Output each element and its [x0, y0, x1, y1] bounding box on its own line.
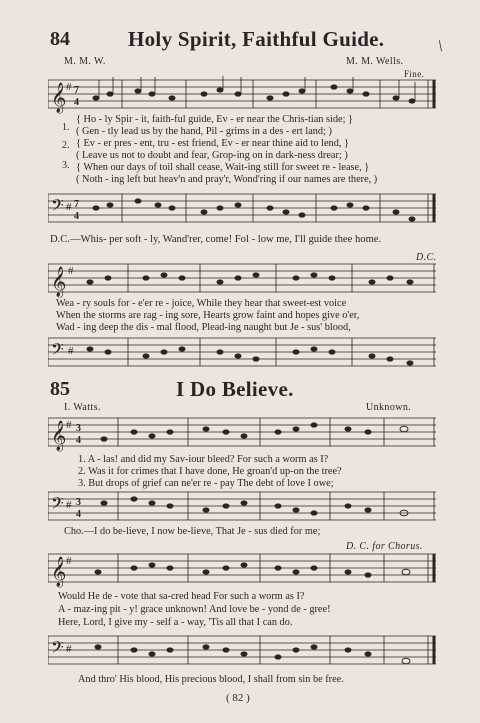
- music-staff-icon: [48, 414, 440, 454]
- svg-text:𝄞: 𝄞: [51, 267, 67, 296]
- hymn-84-dc-mark: D.C.: [416, 252, 437, 263]
- hymn-85-title: I Do Believe.: [176, 377, 294, 401]
- hymn-85-words-credit: I. Watts.: [64, 402, 101, 413]
- staff-84-2-bass: [48, 334, 440, 374]
- staff-85-1-treble: [48, 414, 440, 454]
- svg-text:#: #: [66, 419, 72, 431]
- staff-84-2-treble: [48, 260, 440, 300]
- svg-text:3: 3: [76, 497, 81, 508]
- staff-85-2-treble: [48, 550, 440, 590]
- staff-84-1-bass: [48, 190, 440, 230]
- music-staff-icon: [48, 632, 440, 672]
- svg-text:𝄞: 𝄞: [51, 557, 67, 586]
- music-staff-icon: [48, 76, 440, 116]
- staff-85-1-bass: [48, 488, 440, 528]
- verse-number-3: 3.: [62, 160, 70, 171]
- hymn-85-music-credit: Unknown.: [366, 402, 412, 413]
- verse-number-1: 1.: [62, 122, 70, 133]
- hymn-84-verse-line: { Ev - er pres - ent, tru - est friend, Ev - er near thine aid to lend, }: [76, 138, 349, 149]
- staff-85-2-bass: [48, 632, 440, 672]
- svg-text:#: #: [66, 555, 72, 567]
- hymn-84-fine-mark: Fine.: [404, 69, 425, 79]
- hymn-85-verse-line: A - maz-ing pit - y! grace unknown! And love be - yond de - gree!: [58, 604, 331, 615]
- hymn-84-verse-line: ( Gen - tly lead us by the hand, Pil - grims in a des - ert land; ): [76, 126, 332, 137]
- svg-text:#: #: [68, 265, 74, 277]
- page-number: ( 82 ): [226, 692, 250, 704]
- hymn-85-final-line: And thro' His blood, His precious blood, I shall from sin be free.: [78, 674, 344, 685]
- hymn-84-verse-line: { When our days of toil shall cease, Wait-ing still for sweet re - lease, }: [76, 162, 370, 173]
- hymn-84-verse-line: { Ho - ly Spir - it, faith-ful guide, Ev - er near the Chris-tian side; }: [76, 114, 353, 125]
- corner-mark: \: [436, 37, 444, 56]
- hymn-84-refrain-line: Wad - ing deep the dis - mal flood, Plead-ing naught but Je - sus' blood,: [56, 322, 351, 333]
- svg-text:4: 4: [76, 435, 81, 446]
- hymn-85-verse-line: 1. A - las! and did my Sav-iour bleed? For such a worm as I?: [78, 454, 329, 465]
- svg-text:#: #: [68, 345, 74, 357]
- svg-text:𝄞: 𝄞: [51, 421, 67, 450]
- hymn-84-refrain-line: Wea - ry souls for - e'er re - joice, While they hear that sweet-est voice: [56, 298, 347, 309]
- hymn-84-music-credit: M. M. Wells.: [346, 56, 404, 67]
- hymn-85-verse-line: 2. Was it for crimes that I have done, He groan'd up-on the tree?: [78, 466, 342, 477]
- svg-text:#: #: [66, 201, 72, 213]
- hymn-84-verse-line: ( Noth - ing left but heav'n and pray'r, Wond'ring if our names are there, ): [76, 174, 378, 185]
- hymn-84-number: 84: [50, 28, 70, 50]
- hymn-85-chorus-line: Cho.—I do be-lieve, I now be-lieve, That Je - sus died for me;: [64, 526, 321, 537]
- hymn-84-dc-line: D.C.—Whis- per soft - ly, Wand'rer, come! Fol - low me, I'll guide thee home.: [50, 234, 382, 245]
- music-staff-icon: [48, 190, 440, 230]
- hymn-85-verse-line: Here, Lord, I give my - self a - way, 'Tis all that I can do.: [58, 617, 293, 628]
- svg-text:4: 4: [76, 509, 81, 520]
- svg-text:𝄢: 𝄢: [51, 495, 64, 517]
- svg-text:7: 7: [74, 199, 79, 210]
- svg-text:#: #: [66, 81, 72, 93]
- music-staff-icon: [48, 550, 440, 590]
- music-staff-icon: [48, 334, 440, 374]
- staff-84-1-treble: [48, 76, 440, 116]
- svg-text:𝄢: 𝄢: [51, 639, 64, 661]
- svg-text:𝄢: 𝄢: [51, 341, 64, 363]
- hymn-85-verse-line: Would He de - vote that sa-cred head For such a worm as I?: [58, 591, 305, 602]
- hymn-85-number: 85: [50, 378, 70, 400]
- verse-number-2: 2.: [62, 140, 70, 151]
- hymn-84-verse-line: ( Leave us not to doubt and fear, Grop-ing on in dark-ness drear; ): [76, 150, 348, 161]
- svg-text:𝄞: 𝄞: [51, 83, 67, 112]
- svg-text:4: 4: [74, 211, 79, 222]
- svg-text:4: 4: [74, 97, 79, 108]
- svg-text:3: 3: [76, 423, 81, 434]
- hymn-84-refrain-line: When the storms are rag - ing sore, Hearts grow faint and hopes give o'er,: [56, 310, 360, 321]
- music-staff-icon: [48, 260, 440, 300]
- svg-text:𝄢: 𝄢: [51, 197, 64, 219]
- svg-text:#: #: [66, 643, 72, 655]
- music-staff-icon: [48, 488, 440, 528]
- svg-text:#: #: [66, 499, 72, 511]
- hymn-84-words-credit: M. M. W.: [64, 56, 106, 67]
- hymn-84-title: Holy Spirit, Faithful Guide.: [128, 27, 385, 51]
- svg-text:7: 7: [74, 85, 79, 96]
- hymn-85-dc-chorus-mark: D. C. for Chorus.: [346, 541, 423, 552]
- hymn-85-verse-line: 3. But drops of grief can ne'er re - pay The debt of love I owe;: [78, 478, 334, 489]
